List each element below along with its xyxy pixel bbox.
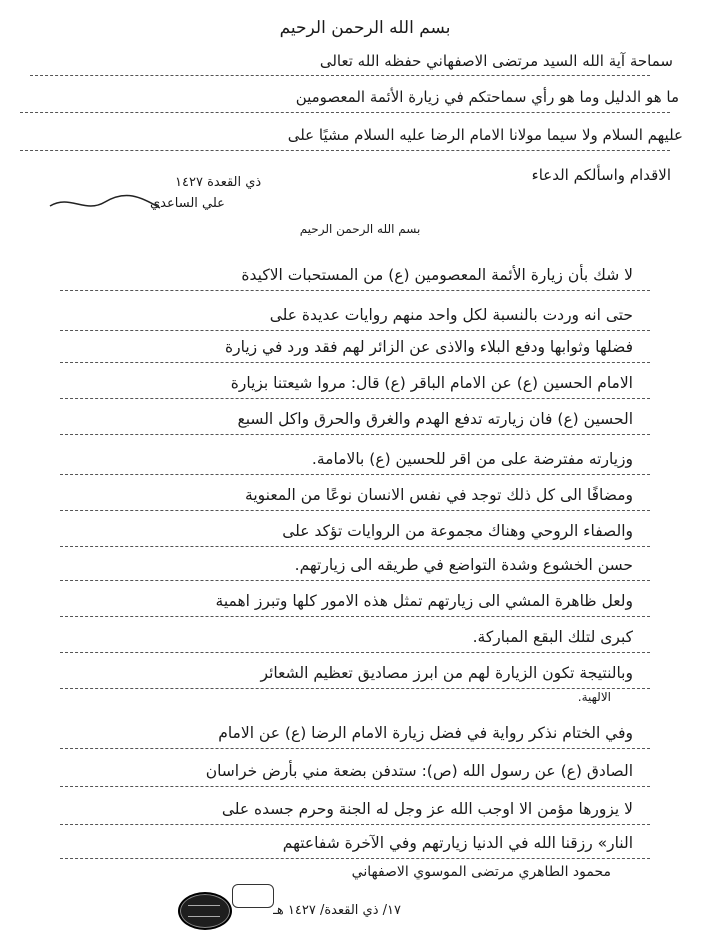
answer-line: الحسين (ع) فان زيارته تدفع الهدم والغرق والحرق واكل السبع	[237, 410, 633, 428]
question-line: ما هو الدليل وما هو رأي سماحتكم في زيارة الأئمة المعصومين	[295, 88, 679, 106]
answer-line: ومضافًا الى كل ذلك توجد في نفس الانسان نوعًا من المعنوية	[245, 486, 633, 504]
divider	[60, 330, 650, 331]
answer-line: ولعل ظاهرة المشي الى زيارتهم تمثل هذه الامور كلها وتبرز اهمية	[215, 592, 633, 610]
question-line: عليهم السلام ولا سيما مولانا الامام الرضا عليه السلام مشيًا على	[287, 126, 683, 144]
divider	[60, 546, 650, 547]
divider	[60, 398, 650, 399]
divider	[60, 434, 650, 435]
divider	[60, 858, 650, 859]
answer-basmala: بسم الله الرحمن الرحيم	[299, 222, 421, 236]
divider	[60, 580, 650, 581]
answer-line: حسن الخشوع وشدة التواضع في طريقه الى زيارتهم.	[294, 556, 633, 574]
answer-line: فضلها وثوابها ودفع البلاء والاذى عن الزائر لهم فقد ورد في زيارة	[225, 338, 633, 356]
divider	[60, 616, 650, 617]
question-line: سماحة آية الله السيد مرتضى الاصفهاني حفظه الله تعالى	[319, 52, 673, 70]
answer-line: لا يزورها مؤمن الا اوجب الله عز وجل له الجنة وحرم جسده على	[221, 800, 633, 818]
answer-line: وبالنتيجة تكون الزيارة لهم من ابرز مصاديق تعظيم الشعائر	[260, 664, 633, 682]
answer-line: وزيارته مفترضة على من اقر للحسين (ع) بالامامة.	[311, 450, 633, 468]
question-signature: علي الساعدي	[150, 196, 225, 211]
divider	[60, 786, 650, 787]
answer-line: الامام الحسين (ع) عن الامام الباقر (ع) قال: مروا شيعتنا بزيارة	[230, 374, 633, 392]
answer-line: الالهية.	[577, 690, 611, 704]
seal-stamp-icon	[178, 892, 232, 930]
divider	[30, 75, 650, 76]
divider	[60, 824, 650, 825]
answer-line: كبرى لتلك البقع المباركة.	[472, 628, 633, 646]
answer-line: حتى انه وردت بالنسبة لكل واحد منهم روايات عديدة على	[269, 306, 633, 324]
answer-signature: محمود الطاهري مرتضى الموسوي الاصفهاني	[351, 864, 611, 880]
divider	[60, 510, 650, 511]
answer-line: والصفاء الروحي وهناك مجموعة من الروايات تؤكد على	[282, 522, 633, 540]
answer-line: الصادق (ع) عن رسول الله (ص): ستدفن بضعة مني بأرض خراسان	[205, 762, 633, 780]
question-date: ذي القعدة ١٤٢٧	[175, 175, 262, 190]
divider	[20, 112, 670, 113]
divider	[60, 362, 650, 363]
divider	[60, 474, 650, 475]
basmala-header: بسم الله الرحمن الرحيم	[279, 18, 451, 38]
question-line: الاقدام واسألكم الدعاء	[531, 166, 671, 184]
stamp-label-icon	[232, 884, 274, 908]
answer-date: ١٧/ ذي القعدة/ ١٤٢٧ هـ	[273, 903, 401, 918]
divider	[20, 150, 670, 151]
divider	[60, 688, 650, 689]
answer-line: النار» رزقنا الله في الدنيا زيارتهم وفي الآخرة شفاعتهم	[282, 834, 633, 852]
divider	[60, 748, 650, 749]
divider	[60, 290, 650, 291]
signature-scribble-icon	[45, 188, 165, 218]
answer-line: لا شك بأن زيارة الأئمة المعصومين (ع) من المستحبات الاكيدة	[241, 266, 633, 284]
answer-line: وفي الختام نذكر رواية في فضل زيارة الامام الرضا (ع) عن الامام	[218, 724, 633, 742]
divider	[60, 652, 650, 653]
